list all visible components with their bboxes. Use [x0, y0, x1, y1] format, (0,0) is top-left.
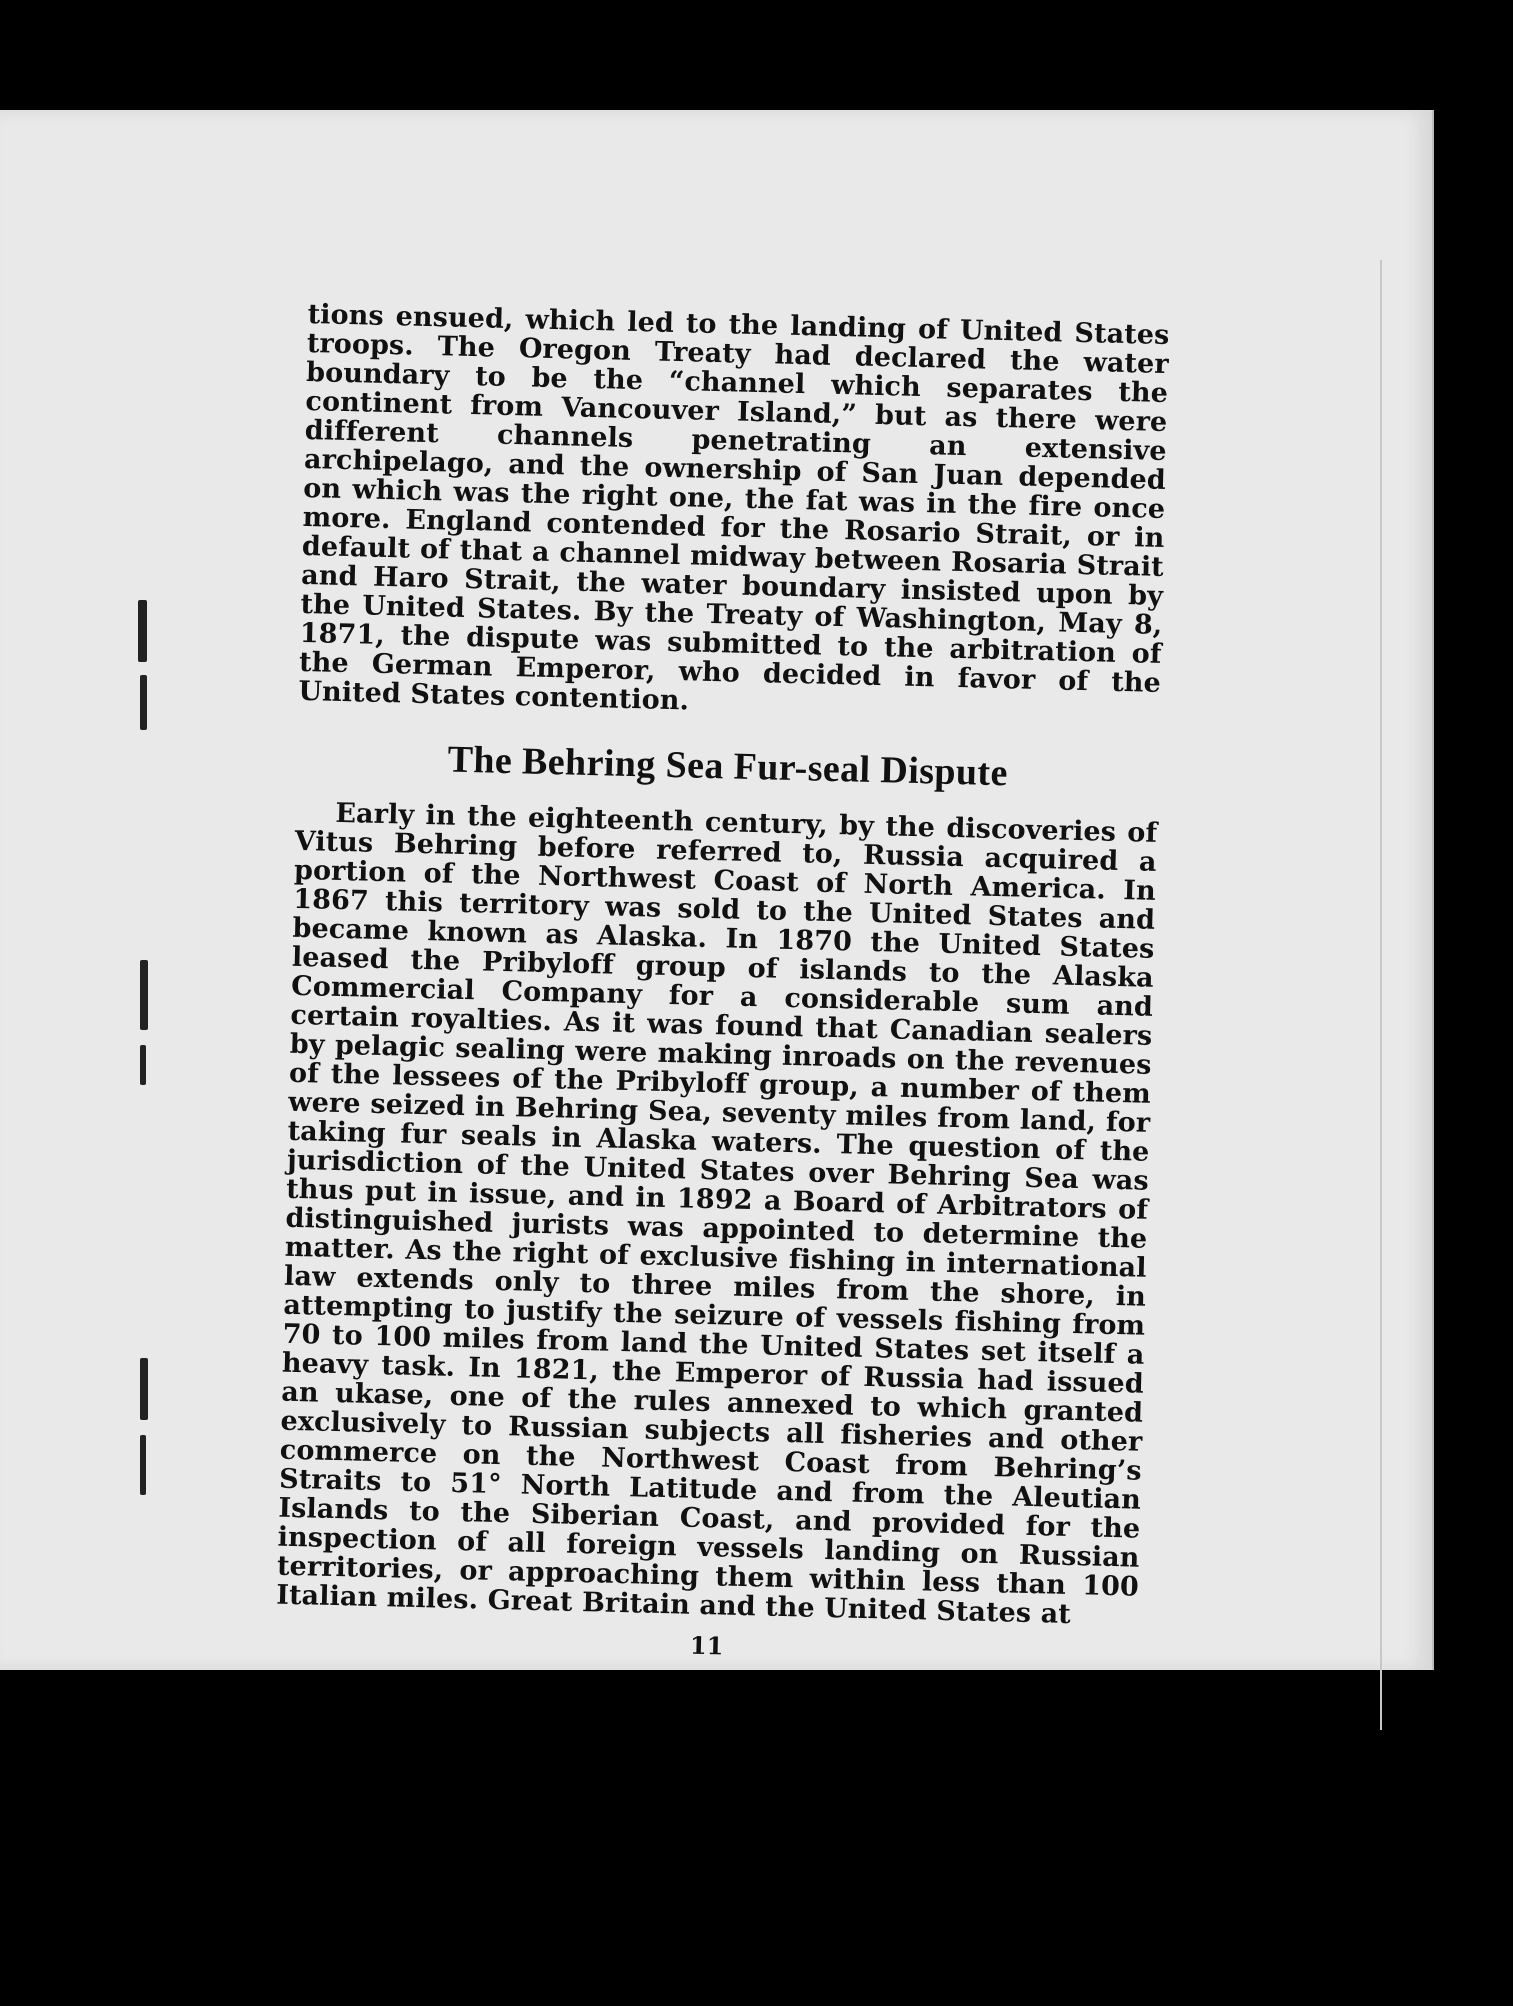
paragraph-1: tions ensued, which led to the landing of United States troops. The Oregon Treaty had declared the water boundary to be the “channel which separates the continent from Vancouver Island,” but as there were different channels penetrating an extensive archipelago, and the ownership of San Juan depended on which was the right one, the fat was in the fire once more. England contended for the Rosario Strait, or in default of that a channel midway between Rosaria Strait and Haro Strait, the water boundary insisted upon by the United States. By the Treaty of Washington, May 8, 1871, the dispute was submitted to the arbitration of the German Emperor, who decided in favor of the United States contention. — [298, 299, 1170, 717]
page-number: 11 — [689, 1630, 724, 1661]
binding-stitch-mark — [140, 675, 147, 730]
binding-stitch-mark — [140, 1358, 148, 1420]
binding-stitch-mark — [140, 1045, 146, 1085]
section-heading: The Behring Sea Fur-seal Dispute — [447, 738, 1009, 795]
binding-stitch-mark — [138, 600, 147, 662]
page-edge — [1380, 260, 1390, 1730]
text-block — [276, 300, 1170, 1631]
binding-stitch-mark — [140, 960, 148, 1030]
binding-stitch-mark — [140, 1435, 146, 1495]
paragraph-2: Early in the eighteenth century, by the discoveries of Vitus Behring before referred to, Russia acquired a portion of the Northwest Coast of North America. In 1867 this territory was sold to the United States and became known as Alaska. In 1870 the United States leased the Pribyloff group of islands to the Alaska Commercial Company for a considerable sum and certain royalties. As it was found that Canadian sealers by pelagic sealing were making inroads on the revenues of the lessees of the Pribyloff group, a number of them were seized in Behring Sea, seventy miles from land, for taking fur seals in Alaska waters. The question of the jurisdiction of the United States over Behring Sea was thus put in issue, and in 1892 a Board of Arbitrators of distinguished jurists was appointed to determine the matter. As the right of exclusive fishing in international law extends only to three miles from the shore, in attempting to justify the seizure of vessels fishing from 70 to 100 miles from land the United States set itself a heavy task. In 1821, the Emperor of Russia had issued an ukase, one of the rules annexed to which granted exclusively to Russian subjects all fisheries and other commerce on the Northwest Coast from Behring’s Straits to 51° North Latitude and from the Aleutian Islands to the Siberian Coast, and provided for the inspection of all foreign vessels landing on Russian territories, or approaching them within less than 100 Italian miles. Great Britain and the United States at — [275, 797, 1158, 1631]
